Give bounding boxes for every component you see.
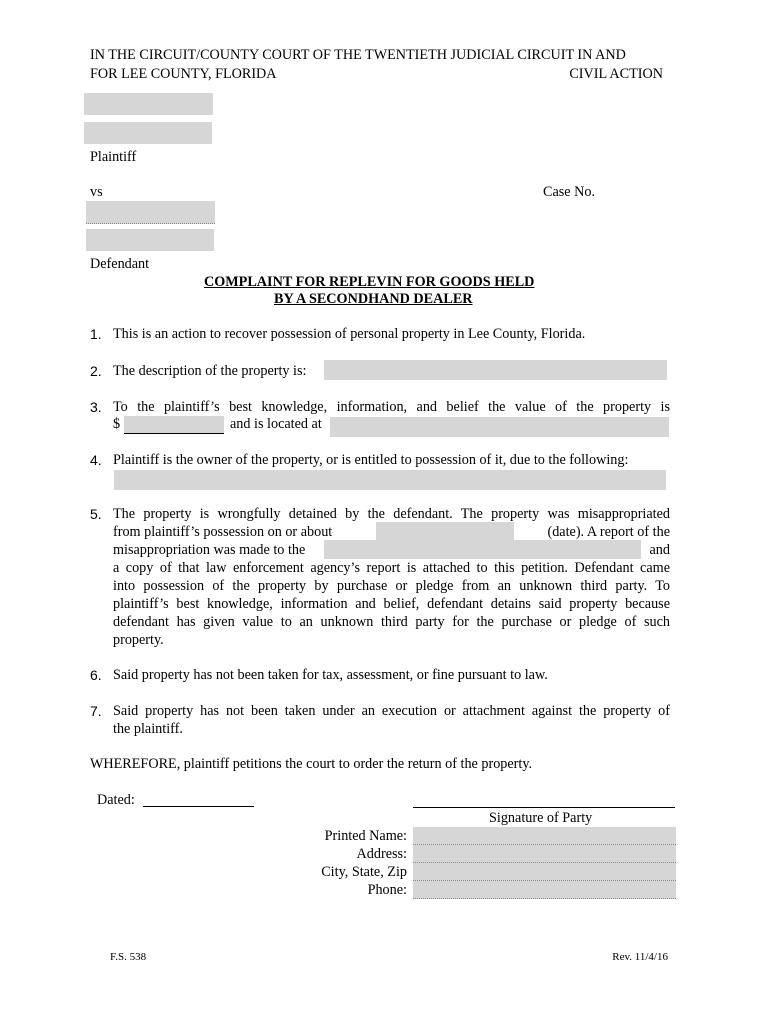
item-3-line1: To the plaintiff’s best knowledge, information, and belief the value of the property is (113, 399, 670, 415)
item-5-number: 5. (90, 506, 102, 522)
phone-label: Phone: (367, 882, 407, 898)
dated-line[interactable] (143, 806, 254, 807)
address-field[interactable] (413, 845, 676, 863)
item-1-number: 1. (90, 326, 102, 342)
address-label: Address: (356, 846, 407, 862)
item-5-line4: a copy of that law enforcement agency’s report is attached to this petition. Defendant came (113, 560, 670, 576)
item-3-located-at: and is located at (230, 416, 322, 432)
plaintiff-name-field-2[interactable] (84, 122, 212, 144)
item-5-line7: defendant has given value to an unknown third party for the purchase or pledge of such (113, 614, 670, 630)
dated-label: Dated: (97, 792, 135, 808)
civil-action-label: CIVIL ACTION (569, 66, 663, 82)
item-5-line6: plaintiff’s best knowledge, information and belief, defendant detains said property because (113, 596, 670, 612)
item-6-number: 6. (90, 667, 102, 683)
item-5-line1: The property is wrongfully detained by the defendant. The property was misappropriated (113, 506, 670, 522)
printed-name-label: Printed Name: (324, 828, 407, 844)
defendant-name-field-2[interactable] (86, 229, 214, 251)
defendant-label: Defendant (90, 256, 150, 272)
document-title-line1: COMPLAINT FOR REPLEVIN FOR GOODS HELD (204, 274, 535, 290)
plaintiff-label: Plaintiff (90, 149, 137, 165)
signature-of-party-label: Signature of Party (489, 810, 593, 826)
item-5-line8: property. (113, 632, 164, 648)
plaintiff-name-field-1[interactable] (84, 93, 213, 115)
statute-reference: F.S. 538 (110, 951, 147, 963)
signature-line[interactable] (413, 807, 675, 808)
court-header-line1: IN THE CIRCUIT/COUNTY COURT OF THE TWENTIETH JUDICIAL CIRCUIT IN AND (90, 47, 626, 63)
item-3-number: 3. (90, 399, 102, 415)
item-4-number: 4. (90, 452, 102, 468)
item-1-text: This is an action to recover possession of personal property in Lee County, Florida. (113, 326, 586, 342)
item-5-line2-start: from plaintiff’s possession on or about (113, 524, 333, 540)
item-7-line2: the plaintiff. (113, 721, 183, 737)
wherefore-clause: WHEREFORE, plaintiff petitions the court to order the return of the property. (90, 756, 533, 772)
document-title-line2: BY A SECONDHAND DEALER (274, 291, 473, 307)
ownership-reason-field[interactable] (114, 470, 666, 490)
item-7-line1: Said property has not been taken under an execution or attachment against the property of (113, 703, 670, 719)
defendant-name-field-1[interactable] (86, 201, 215, 224)
item-5-line3-end: and (649, 542, 670, 558)
misappropriation-date-field[interactable] (376, 522, 514, 541)
city-state-zip-label: City, State, Zip (321, 864, 407, 880)
item-5-line2-end: (date). A report of the (547, 524, 670, 540)
court-header-line2-left: FOR LEE COUNTY, FLORIDA (90, 66, 277, 82)
item-7-number: 7. (90, 703, 102, 719)
property-description-field[interactable] (324, 360, 667, 380)
property-location-field[interactable] (330, 417, 669, 437)
revision-date: Rev. 11/4/16 (612, 951, 668, 963)
item-5-line3-start: misappropriation was made to the (113, 542, 306, 558)
printed-name-field[interactable] (413, 827, 676, 845)
item-6-text: Said property has not been taken for tax, assessment, or fine pursuant to law. (113, 667, 548, 683)
vs-label: vs (90, 184, 103, 200)
city-state-zip-field[interactable] (413, 863, 676, 881)
property-value-field[interactable] (124, 416, 224, 434)
item-2-number: 2. (90, 363, 102, 379)
law-enforcement-agency-field[interactable] (324, 540, 641, 559)
item-3-dollar-sign: $ (113, 416, 121, 432)
item-5-line5: into possession of the property by purchase or pledge from an unknown third party. To (113, 578, 670, 594)
item-4-text: Plaintiff is the owner of the property, or is entitled to possession of it, due to the following: (113, 452, 629, 468)
item-2-text: The description of the property is: (113, 363, 307, 379)
phone-field[interactable] (413, 881, 676, 899)
case-number-label: Case No. (543, 184, 596, 200)
